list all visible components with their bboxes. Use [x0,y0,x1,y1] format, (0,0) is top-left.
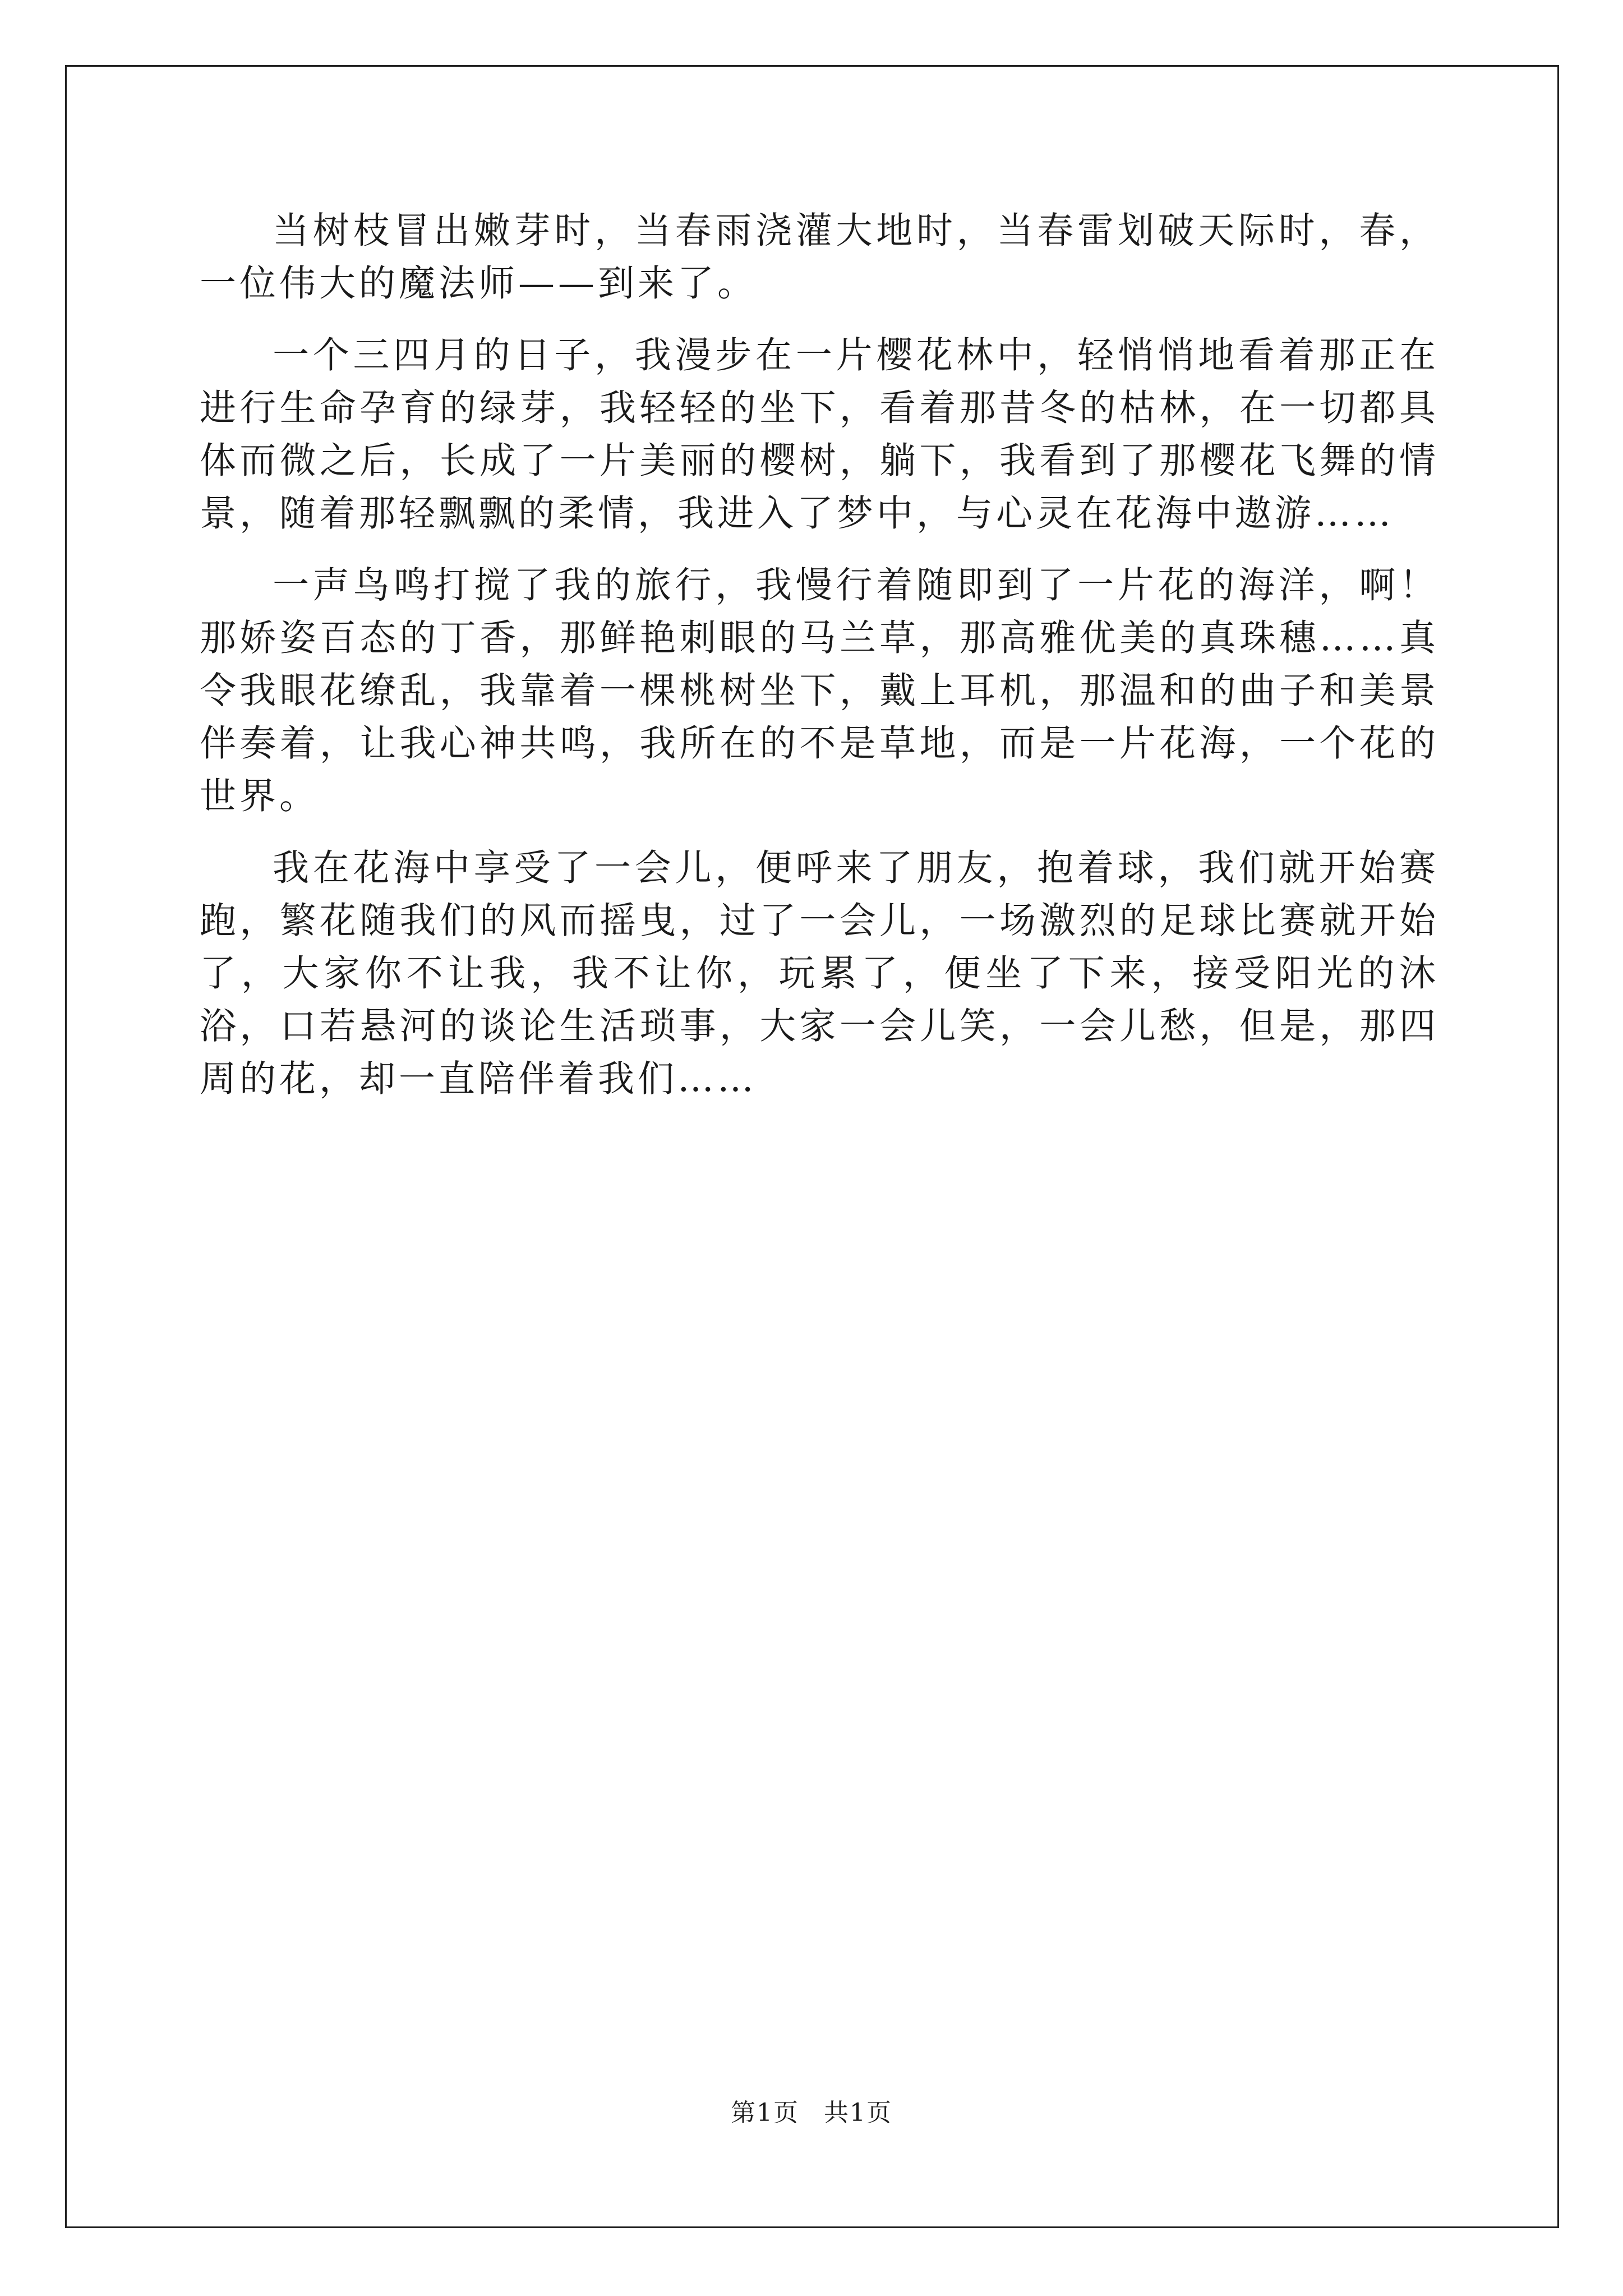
paragraph-3: 一声鸟鸣打搅了我的旅行，我慢行着随即到了一片花的海洋，啊！那娇姿百态的丁香，那鲜艳刺眼的马兰草，那高雅优美的真珠穗……真令我眼花缭乱，我靠着一棵桃树坐下，戴上耳机，那温和的曲子和美景伴奏着，让我心神共鸣，我所在的不是草地，而是一片花海，一个花的世界。 [200,564,1439,817]
paragraph-1: 当树枝冒出嫩芽时，当春雨浇灌大地时，当春雷划破天际时，春，一位伟大的魔法师——到来了。 [200,210,1439,305]
page-number-total: 共1页 [824,2099,892,2127]
paragraph-4: 我在花海中享受了一会儿，便呼来了朋友，抱着球，我们就开始赛跑，繁花随我们的风而摇曳，过了一会儿，一场激烈的足球比赛就开始了，大家你不让我，我不让你，玩累了，便坐了下来，接受阳光的沐浴，口若悬河的谈论生活琐事，大家一会儿笑，一会儿愁，但是，那四周的花，却一直陪伴着我们…… [200,847,1439,1100]
page-footer [0,2092,1623,2128]
document-body [200,205,1439,1106]
page-number-current: 第1页 [731,2099,799,2127]
paragraph-2: 一个三四月的日子，我漫步在一片樱花林中，轻悄悄地看着那正在进行生命孕育的绿芽，我轻轻的坐下，看着那昔冬的枯林，在一切都具体而微之后，长成了一片美丽的樱树，躺下，我看到了那樱花飞舞的情景，随着那轻飘飘的柔情，我进入了梦中，与心灵在花海中遨游…… [200,334,1439,535]
